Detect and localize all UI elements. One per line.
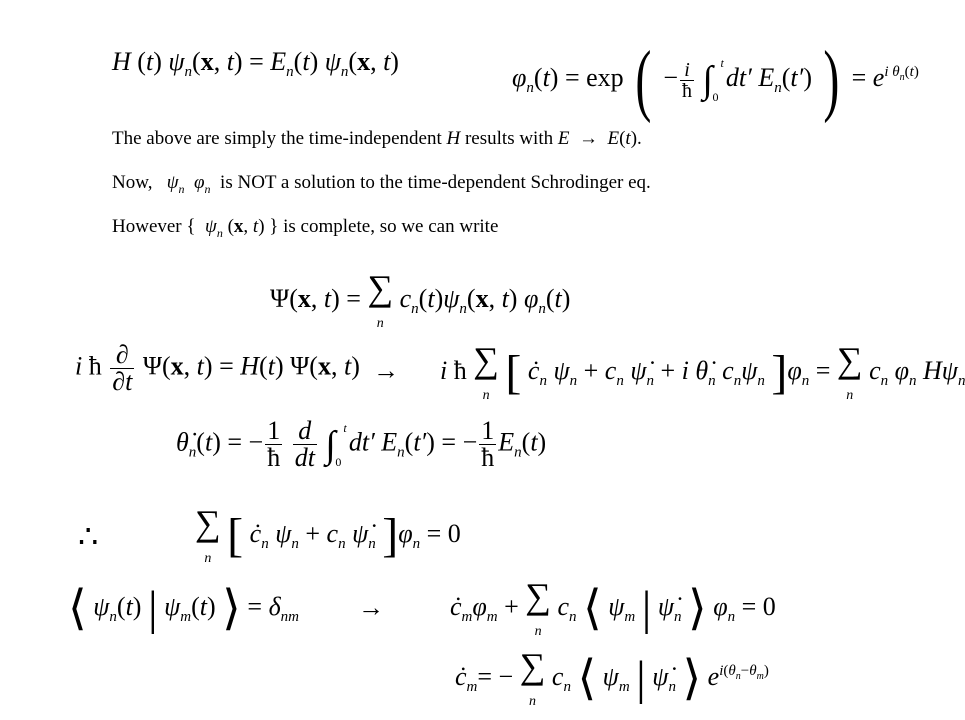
equation-theta-dot: $\thetȧ_n(t)$ = − $\frac{1}{ħ}$ $\frac{d}{dt}$ ∫ t 0 dt′ $E_n(t')$ = − $\frac{1}{ħ}$ $E_n(t)$ [176, 416, 547, 472]
equation-expansion: Ψ(x, t) = ∑ n $c_n(t)\psi_n(x$, t) $\varphi_n(t)$ [270, 268, 571, 331]
text-line-3: However { $\psi_n$ (x, t) } is complete, so we can write [112, 216, 499, 240]
text-line-2: Now, $\psi_n$ $\varphi_n$ is NOT a solution to the time-dependent Schrodinger eq. [112, 172, 651, 196]
arrow-1: → [373, 356, 399, 385]
arrow-2: → [358, 593, 384, 622]
text-line-1: The above are simply the time-independent H results with E → E(t). [112, 128, 642, 149]
equation-tdse: i ħ $\frac{\partial}{\partial t}$ Ψ(x, t) = H(t) Ψ(x, t) [75, 340, 360, 396]
equation-cm-dot: $ċ_m=$ − ∑ n $c_n$ ⟨ $\psi_m$ | $\psi̇_n$ ⟩ $e^{i(\theta_n-\theta_m)}$ [455, 646, 769, 709]
equation-sum-zero: ∑ n [ $ċ_n$ $\psi_n + c_n$ $\psi̇_n$ ]$\varphi_n = 0$ [195, 503, 461, 566]
equation-substituted: i ħ ∑ n [ $ċ_n$ $\psi_n + c_n$ $\psi̇_n + i$ $\thetȧ_n$ $c_n\psi_n$ ]$\varphi_n$ = ∑ n $c_n$ $\varphi_n$ $H\psi_n$ [440, 340, 965, 403]
equation-hamiltonian-eigen: H (t) $\psi_n(x$, $t) = E_n(t)$ $\psi_n(x$, t) [112, 47, 399, 81]
therefore-symbol: ∴ [78, 518, 99, 554]
equation-phase-factor: $\varphi_n(t) = \exp$ ( − $\frac{i}{ħ}$ ∫ t 0 dt′ $E_n(t')$ ) = $e^{i \theta_n(t)}$ [512, 36, 919, 124]
equation-orthonormality: ⟨ $\psi_n(t)$ | $\psi_m(t)$ ⟩ = $\delta_{nm}$ [68, 582, 299, 635]
equation-cm-dot-zero: $ċ_m\varphi_m$ + ∑ n $c_n$ ⟨ $\psi_m$ | $\psi̇_n$ ⟩ $\varphi_n = 0$ [450, 576, 776, 639]
